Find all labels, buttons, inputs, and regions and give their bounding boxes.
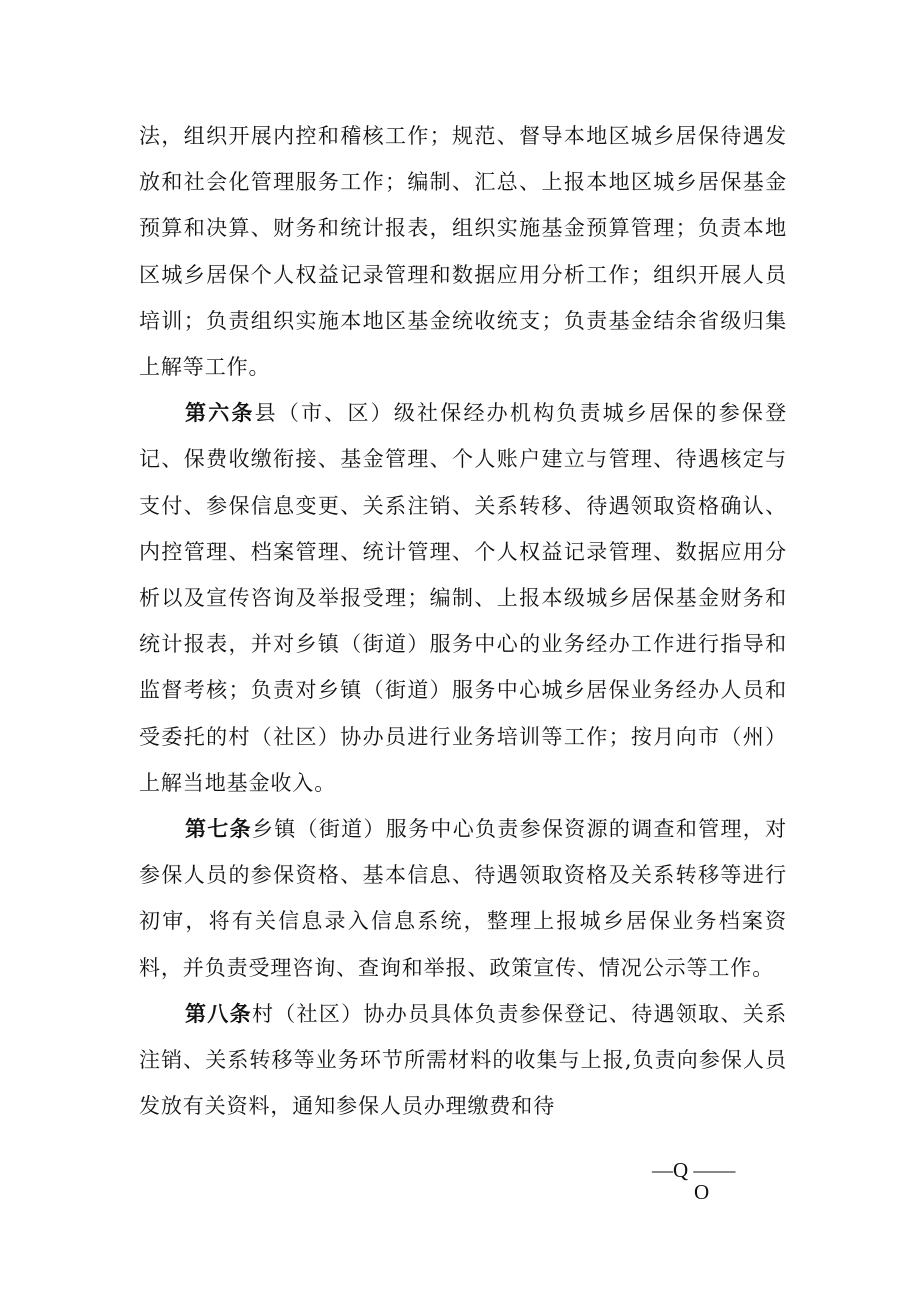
article-6-label: 第六条 (185, 401, 255, 426)
article-7-paragraph (139, 806, 787, 991)
article-8-paragraph (139, 991, 787, 1130)
paragraph-continuation (139, 113, 787, 390)
article-7-text: 乡镇（街道）服务中心负责参保资源的调查和管理，对参保人员的参保资格、基本信息、待遇领取资格及关系转移等进行初审，将有关信息录入信息系统，整理上报城乡居保业务档案资料，并负责受理咨询、查询和举报、政策宣传、情况公示等工作。 (139, 817, 787, 980)
article-6-text: 县（市、区）级社保经办机构负责城乡居保的参保登记、保费收缴衔接、基金管理、个人账户建立与管理、待遇核定与支付、参保信息变更、关系注销、关系转移、待遇领取资格确认、内控管理、档案管理、统计管理、个人权益记录管理、数据应用分析以及宣传咨询及举报受理；编制、上报本级城乡居保基金财务和统计报表，并对乡镇（街道）服务中心的业务经办工作进行指导和监督考核；负责对乡镇（街道）服务中心城乡居保业务经办人员和受委托的村（社区）协办员进行业务培训等工作；按月向市（州）上解当地基金收入。 (139, 401, 788, 795)
article-8-text: 村（社区）协办员具体负责参保登记、待遇领取、关系注销、关系转移等业务环节所需材料的收集与上报,负责向参保人员发放有关资料，通知参保人员办理缴费和待 (139, 1001, 787, 1119)
page-number-top: —Q —— (652, 1158, 736, 1182)
page-number-footer (652, 1158, 742, 1208)
document-body (139, 113, 787, 1129)
article-6-paragraph (139, 390, 787, 806)
article-7-label: 第七条 (185, 817, 252, 842)
page-number-bottom: O (694, 1180, 710, 1204)
paragraph-text: 法，组织开展内控和稽核工作；规范、督导本地区城乡居保待遇发放和社会化管理服务工作；编制、汇总、上报本地区城乡居保基金预算和决算、财务和统计报表，组织实施基金预算管理；负责本地区城乡居保个人权益记录管理和数据应用分析工作；组织开展人员培训；负责组织实施本地区基金统收统支；负责基金结余省级归集上解等工作。 (139, 124, 787, 380)
article-8-label: 第八条 (185, 1001, 252, 1026)
